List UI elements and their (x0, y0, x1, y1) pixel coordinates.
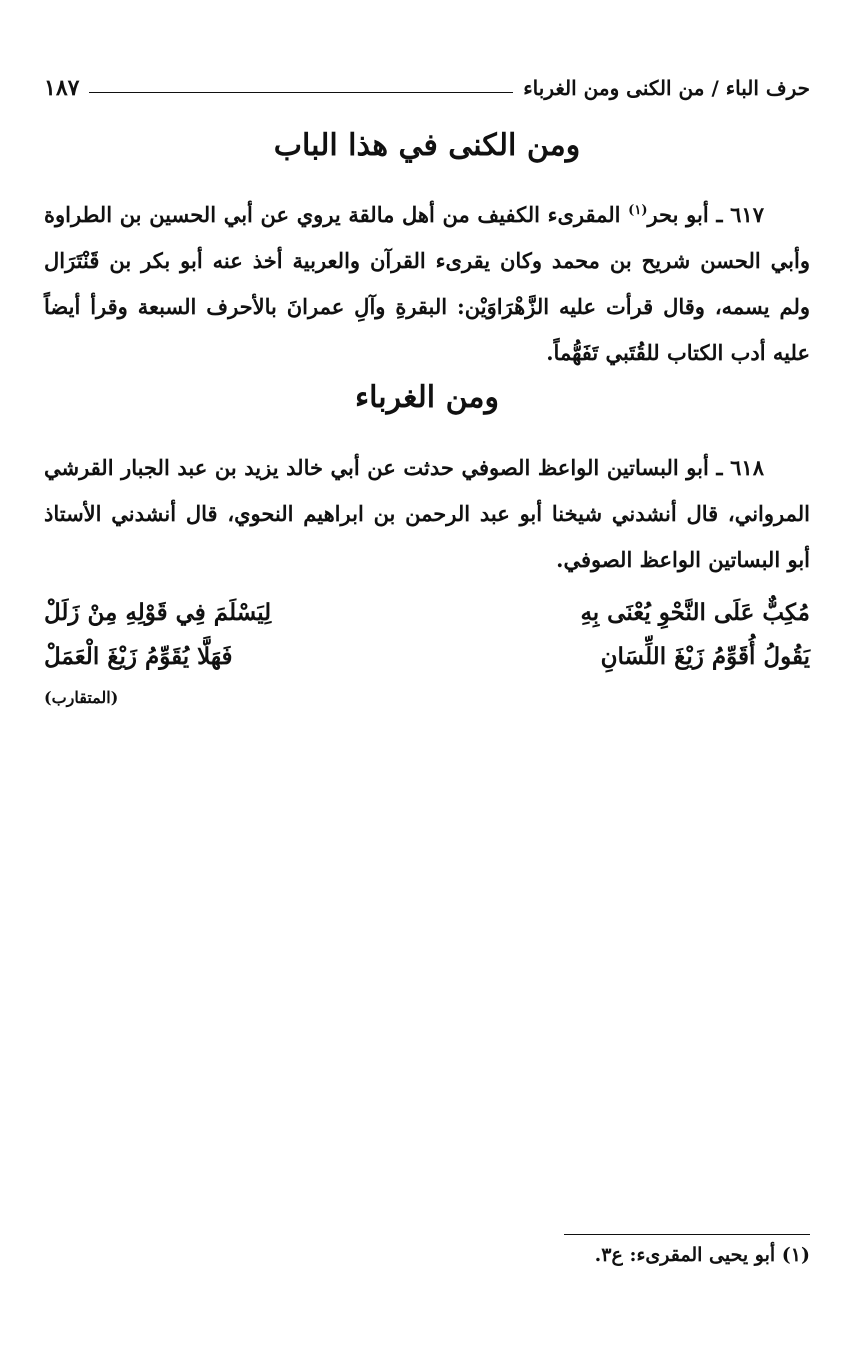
page-number: ١٨٧ (44, 75, 80, 101)
entry-618 (44, 445, 810, 583)
footnote-rule (564, 1234, 810, 1235)
verse-1 (44, 590, 810, 634)
footnote-1: (١) أبو يحيى المقرىء: ع٣. (594, 1244, 810, 1266)
poem-meter: (المتقارب) (44, 688, 119, 707)
section-heading-kunya: ومن الكنى في هذا الباب (273, 128, 581, 163)
header-rule (89, 92, 513, 93)
section-heading-strangers: ومن الغرباء (355, 380, 499, 415)
verse-1-first-hemistich: مُكِبٌّ عَلَى النَّحْوِ يُعْنَى بِهِ (580, 598, 810, 626)
verse-2-second-hemistich: فَهَلَّا يُقَوِّمُ زَيْغَ الْعَمَلْ (44, 642, 233, 670)
verse-2 (44, 634, 810, 678)
book-page (44, 60, 810, 1300)
verse-1-second-hemistich: لِيَسْلَمَ فِي قَوْلِهِ مِنْ زَلَلْ (44, 598, 272, 626)
verse-2-first-hemistich: يَقُولُ أُقَوِّمُ زَيْغَ اللِّسَانِ (600, 642, 810, 670)
entry-617-body: المقرىء الكفيف من أهل مالقة يروي عن أبي الحسين بن الطراوة وأبي الحسن شريح بن محمد وكان يقرىء القرآن والعربية أخذ عنه أبو بكر بن قَنْتَرَال ولم يسمه، وقال قرأت عليه الزَّهْرَاوَيْن: البقرةِ وآلِ عمرانَ بالأحرف السبعة وقرأ أيضاً عليه أدب الكتاب للقُتَبي تَفَهُّماً. (44, 202, 810, 365)
poem (44, 590, 810, 678)
entry-617-text (44, 192, 810, 376)
header-title: حرف الباء / من الكنى ومن الغرباء (523, 76, 810, 100)
entry-617 (44, 192, 810, 376)
entry-617-lead: ٦١٧ ـ أبو بحر (647, 202, 764, 227)
footnote-marker[interactable]: (١) (628, 203, 648, 218)
entry-618-text: ٦١٨ ـ أبو البساتين الواعظ الصوفي حدثت عن أبي خالد يزيد بن عبد الجبار القرشي المرواني، قال أنشدني شيخنا أبو عبد الرحمن بن ابراهيم النحوي، قال أنشدني الأستاذ أبو البساتين الواعظ الصوفي. (44, 455, 810, 572)
running-header (44, 70, 810, 106)
